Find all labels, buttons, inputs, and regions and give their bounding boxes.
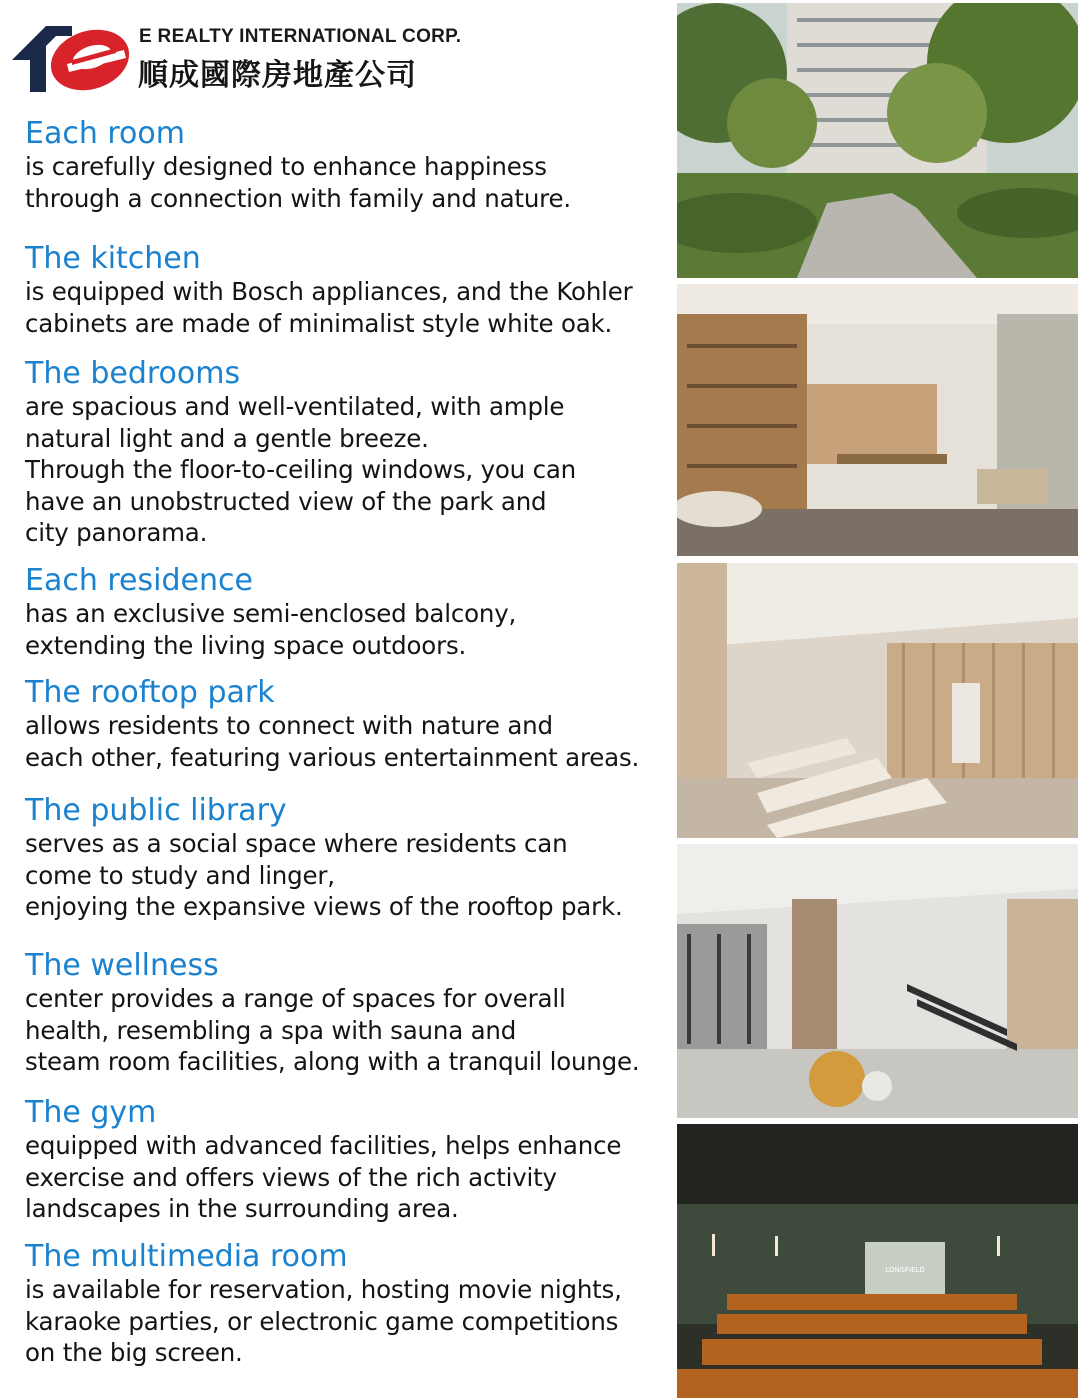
section-body: equipped with advanced facilities, helps enhance exercise and offers views of the rich activity landscapes in the surrounding area.: [25, 1131, 622, 1223]
section-heading: The public library: [25, 793, 287, 828]
company-name-chinese: 順成國際房地產公司: [138, 58, 417, 93]
section-gym: [25, 1096, 665, 1225]
photo-library-lounge: [677, 284, 1078, 556]
section-heading: The wellness: [25, 948, 219, 983]
section-body: center provides a range of spaces for overall health, resembling a spa with sauna and steam room facilities, along with a tranquil lounge.: [25, 984, 640, 1076]
section-multimedia-room: [25, 1240, 665, 1369]
section-body: is carefully designed to enhance happiness through a connection with family and nature.: [25, 152, 571, 213]
section-each-room: [25, 117, 665, 214]
section-body: allows residents to connect with nature and each other, featuring various entertainment areas.: [25, 711, 640, 772]
photo-multimedia-room: [677, 1124, 1078, 1398]
company-name-english: E REALTY INTERNATIONAL CORP.: [139, 26, 462, 47]
section-heading: The kitchen: [25, 241, 201, 276]
section-public-library: [25, 794, 665, 923]
section-body: is equipped with Bosch appliances, and the Kohler cabinets are made of minimalist style white oak.: [25, 277, 633, 338]
section-heading: The multimedia room: [25, 1239, 348, 1274]
section-bedrooms: [25, 357, 665, 549]
section-heading: The rooftop park: [25, 675, 275, 710]
section-heading: Each room: [25, 116, 185, 151]
photo-wellness-lounge: [677, 563, 1078, 838]
section-wellness: [25, 949, 665, 1078]
section-heading: Each residence: [25, 563, 253, 598]
section-heading: The gym: [25, 1095, 157, 1130]
section-body: is available for reservation, hosting movie nights, karaoke parties, or electronic game competitions on the big screen.: [25, 1275, 622, 1367]
section-kitchen: [25, 242, 665, 339]
photo-gym: [677, 844, 1078, 1118]
cinema-screen-text: LONGFIELD: [885, 1266, 925, 1274]
section-rooftop-park: [25, 676, 665, 773]
section-heading: The bedrooms: [25, 356, 241, 391]
photo-rooftop-garden: [677, 3, 1078, 278]
logo-mark-icon: [12, 20, 137, 95]
section-body: are spacious and well-ventilated, with ample natural light and a gentle breeze. Through the floor-to-ceiling windows, you can have an unobstructed view of the park and city panorama.: [25, 392, 576, 547]
company-logo: [12, 20, 462, 95]
section-body: has an exclusive semi-enclosed balcony, extending the living space outdoors.: [25, 599, 517, 660]
section-body: serves as a social space where residents can come to study and linger, enjoying the expansive views of the rooftop park.: [25, 829, 623, 921]
section-each-residence: [25, 564, 665, 661]
